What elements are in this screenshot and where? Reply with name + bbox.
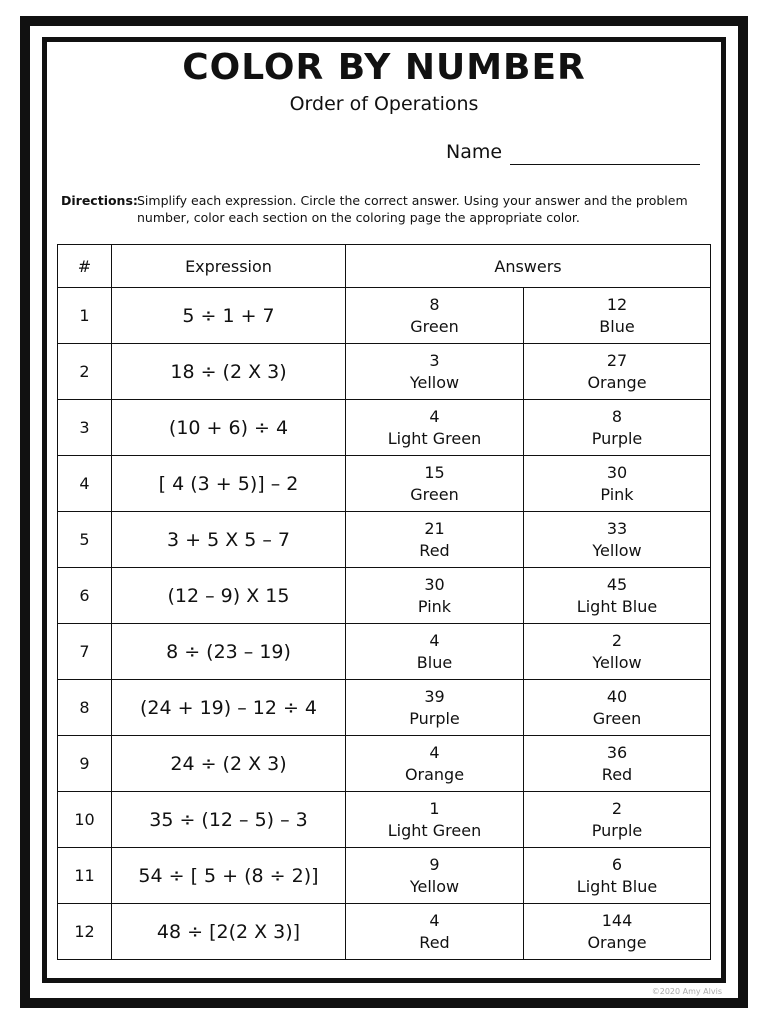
- answer-color: Yellow: [409, 372, 460, 392]
- problem-number: 6: [58, 568, 112, 624]
- header-answers: Answers: [346, 245, 711, 288]
- table-row: [58, 792, 711, 848]
- answer-color: Yellow: [409, 876, 460, 896]
- answer-value: 4: [429, 630, 440, 650]
- answer-color: Blue: [599, 316, 635, 336]
- answer-color: Red: [419, 540, 450, 560]
- answer-option-1[interactable]: [346, 288, 524, 344]
- answer-option-2[interactable]: [524, 904, 711, 960]
- table-row: [58, 848, 711, 904]
- table-row: [58, 680, 711, 736]
- answer-option-1[interactable]: [346, 680, 524, 736]
- answer-value: 12: [606, 294, 628, 314]
- answer-option-2[interactable]: [524, 624, 711, 680]
- answer-value: 144: [601, 910, 633, 930]
- answer-option-2[interactable]: [524, 568, 711, 624]
- header-num: #: [58, 245, 112, 288]
- answer-option-2[interactable]: [524, 848, 711, 904]
- header-expression: Expression: [112, 245, 346, 288]
- answer-option-1[interactable]: [346, 568, 524, 624]
- directions-label: Directions:: [61, 193, 138, 208]
- problem-number: 7: [58, 624, 112, 680]
- answer-option-1[interactable]: [346, 736, 524, 792]
- answer-color: Yellow: [592, 540, 642, 560]
- problem-number: 1: [58, 288, 112, 344]
- answer-value: 33: [606, 518, 628, 538]
- answer-option-2[interactable]: [524, 512, 711, 568]
- answer-value: 8: [429, 294, 440, 314]
- answer-color: Purple: [591, 428, 643, 448]
- problem-expression: 5 ÷ 1 + 7: [112, 288, 346, 344]
- answer-option-2[interactable]: [524, 792, 711, 848]
- table-row: [58, 904, 711, 960]
- answer-color: Orange: [587, 932, 647, 952]
- answer-color: Pink: [600, 484, 634, 504]
- problem-expression: 3 + 5 X 5 – 7: [112, 512, 346, 568]
- problems-table: [57, 244, 711, 960]
- answer-value: 45: [606, 574, 628, 594]
- answer-option-1[interactable]: [346, 848, 524, 904]
- answer-value: 3: [429, 350, 440, 370]
- answer-color: Light Green: [387, 820, 482, 840]
- answer-value: 2: [611, 630, 623, 650]
- answer-color: Pink: [417, 596, 452, 616]
- answer-value: 4: [429, 406, 440, 426]
- answer-value: 40: [606, 686, 628, 706]
- answer-color: Purple: [409, 708, 460, 728]
- answer-color: Red: [419, 932, 450, 952]
- name-blank-line[interactable]: [510, 146, 700, 165]
- answer-value: 21: [424, 518, 445, 538]
- problem-expression: (12 – 9) X 15: [112, 568, 346, 624]
- problem-expression: 18 ÷ (2 X 3): [112, 344, 346, 400]
- problem-number: 9: [58, 736, 112, 792]
- answer-color: Orange: [404, 764, 465, 784]
- answer-value: 30: [606, 462, 628, 482]
- problem-expression: (10 + 6) ÷ 4: [112, 400, 346, 456]
- answer-color: Purple: [591, 820, 643, 840]
- problem-number: 4: [58, 456, 112, 512]
- answer-value: 2: [611, 798, 623, 818]
- problem-expression: (24 + 19) – 12 ÷ 4: [112, 680, 346, 736]
- page-title: COLOR BY NUMBER: [182, 47, 586, 88]
- answer-option-1[interactable]: [346, 400, 524, 456]
- problem-number: 10: [58, 792, 112, 848]
- problem-number: 3: [58, 400, 112, 456]
- problem-number: 5: [58, 512, 112, 568]
- answer-color: Green: [410, 316, 459, 336]
- table-row: [58, 400, 711, 456]
- table-row: [58, 512, 711, 568]
- problem-expression: 24 ÷ (2 X 3): [112, 736, 346, 792]
- page-subtitle: Order of Operations: [289, 93, 479, 115]
- problem-number: 8: [58, 680, 112, 736]
- problem-number: 11: [58, 848, 112, 904]
- answer-option-1[interactable]: [346, 904, 524, 960]
- answer-option-2[interactable]: [524, 400, 711, 456]
- answer-value: 27: [606, 350, 628, 370]
- answer-value: 39: [424, 686, 445, 706]
- answer-color: Light Blue: [576, 596, 658, 616]
- answer-value: 15: [424, 462, 445, 482]
- answer-value: 1: [429, 798, 440, 818]
- answer-value: 9: [429, 854, 440, 874]
- table-header-row: [58, 245, 711, 288]
- table-row: [58, 624, 711, 680]
- answer-color: Green: [592, 708, 642, 728]
- answer-option-2[interactable]: [524, 456, 711, 512]
- answer-option-2[interactable]: [524, 736, 711, 792]
- problem-expression: 8 ÷ (23 – 19): [112, 624, 346, 680]
- answer-option-2[interactable]: [524, 344, 711, 400]
- copyright: ©2020 Amy Alvis: [651, 987, 722, 996]
- answer-option-1[interactable]: [346, 624, 524, 680]
- table-row: [58, 456, 711, 512]
- directions-text: Simplify each expression. Circle the correct answer. Using your answer and the problem number, color each section on the coloring page the appropriate color.: [137, 193, 688, 225]
- answer-option-1[interactable]: [346, 456, 524, 512]
- answer-color: Orange: [587, 372, 647, 392]
- answer-value: 30: [424, 574, 445, 594]
- answer-option-1[interactable]: [346, 792, 524, 848]
- table-row: [58, 736, 711, 792]
- problem-expression: 35 ÷ (12 – 5) – 3: [112, 792, 346, 848]
- answer-option-2[interactable]: [524, 680, 711, 736]
- answer-color: Red: [601, 764, 633, 784]
- table-row: [58, 568, 711, 624]
- answer-color: Light Green: [387, 428, 482, 448]
- table-row: [58, 344, 711, 400]
- table-row: [58, 288, 711, 344]
- answer-option-2[interactable]: [524, 288, 711, 344]
- answer-color: Green: [410, 484, 459, 504]
- answer-value: 4: [429, 742, 440, 762]
- answer-color: Blue: [416, 652, 453, 672]
- problem-number: 12: [58, 904, 112, 960]
- name-field: [446, 139, 700, 165]
- problem-expression: 48 ÷ [2(2 X 3)]: [112, 904, 346, 960]
- name-label: Name: [446, 141, 503, 163]
- answer-value: 36: [606, 742, 628, 762]
- answer-value: 8: [611, 406, 623, 426]
- answer-color: Light Blue: [576, 876, 658, 896]
- answer-value: 4: [429, 910, 440, 930]
- answer-color: Yellow: [592, 652, 642, 672]
- directions: [61, 192, 711, 226]
- answer-option-1[interactable]: [346, 512, 524, 568]
- problem-number: 2: [58, 344, 112, 400]
- answer-value: 6: [611, 854, 623, 874]
- problem-expression: 54 ÷ [ 5 + (8 ÷ 2)]: [112, 848, 346, 904]
- problem-expression: [ 4 (3 + 5)] – 2: [112, 456, 346, 512]
- answer-option-1[interactable]: [346, 344, 524, 400]
